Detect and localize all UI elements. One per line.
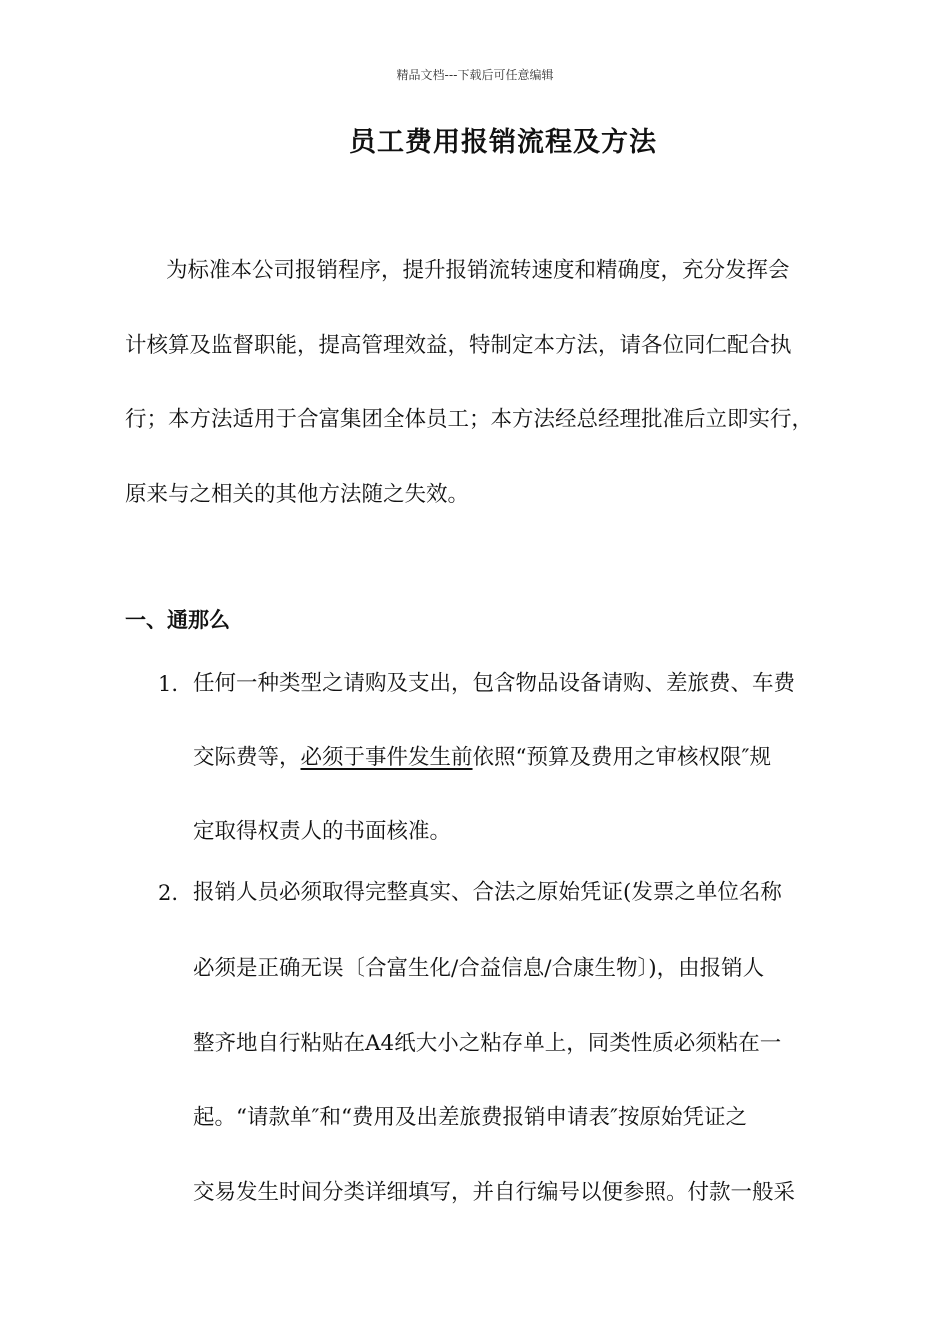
section-heading: 一、通那么 bbox=[125, 608, 230, 632]
item-number: 1. bbox=[158, 672, 179, 696]
intro-line-3: 行；本方法适用于合富集团全体员工；本方法经总经理批准后立即实行， bbox=[125, 407, 814, 432]
intro-line-4: 原来与之相关的其他方法随之失效。 bbox=[125, 482, 470, 507]
item-2-line-2: 必须是正确无误〔合富生化/合益信息/合康生物〕)，由报销人 bbox=[193, 956, 765, 981]
item-1-emphasis: 必须于事件发生前 bbox=[300, 745, 473, 770]
item-1-line-2-prefix: 交际费等， bbox=[193, 745, 301, 770]
item-2-line-4: 起。“请款单″和“费用及出差旅费报销申请表″按原始凭证之 bbox=[193, 1105, 748, 1130]
item-2-line-1: 报销人员必须取得完整真实、合法之原始凭证(发票之单位名称 bbox=[193, 880, 782, 905]
item-1-line-2-suffix: 依照“预算及费用之审核权限″规 bbox=[472, 745, 772, 770]
item-2-line-5: 交易发生时间分类详细填写，并自行编号以便参照。付款一般采 bbox=[193, 1180, 796, 1205]
page-header: 精品文档---下载后可任意编辑 bbox=[396, 68, 554, 82]
item-1-line-2 bbox=[193, 743, 771, 773]
document-title: 员工费用报销流程及方法 bbox=[349, 127, 657, 158]
item-number: 2. bbox=[158, 881, 179, 905]
item-1-line-3: 定取得权责人的书面核准。 bbox=[193, 819, 452, 844]
item-1-line-1: 任何一种类型之请购及支出，包含物品设备请购、差旅费、车费 bbox=[193, 671, 796, 696]
intro-line-2: 计核算及监督职能，提高管理效益，特制定本方法，请各位同仁配合执 bbox=[125, 333, 792, 358]
item-2-line-3: 整齐地自行粘贴在A4纸大小之粘存单上，同类性质必须粘在一 bbox=[193, 1031, 782, 1056]
intro-line-1: 为标准本公司报销程序，提升报销流转速度和精确度，充分发挥会 bbox=[166, 258, 790, 283]
